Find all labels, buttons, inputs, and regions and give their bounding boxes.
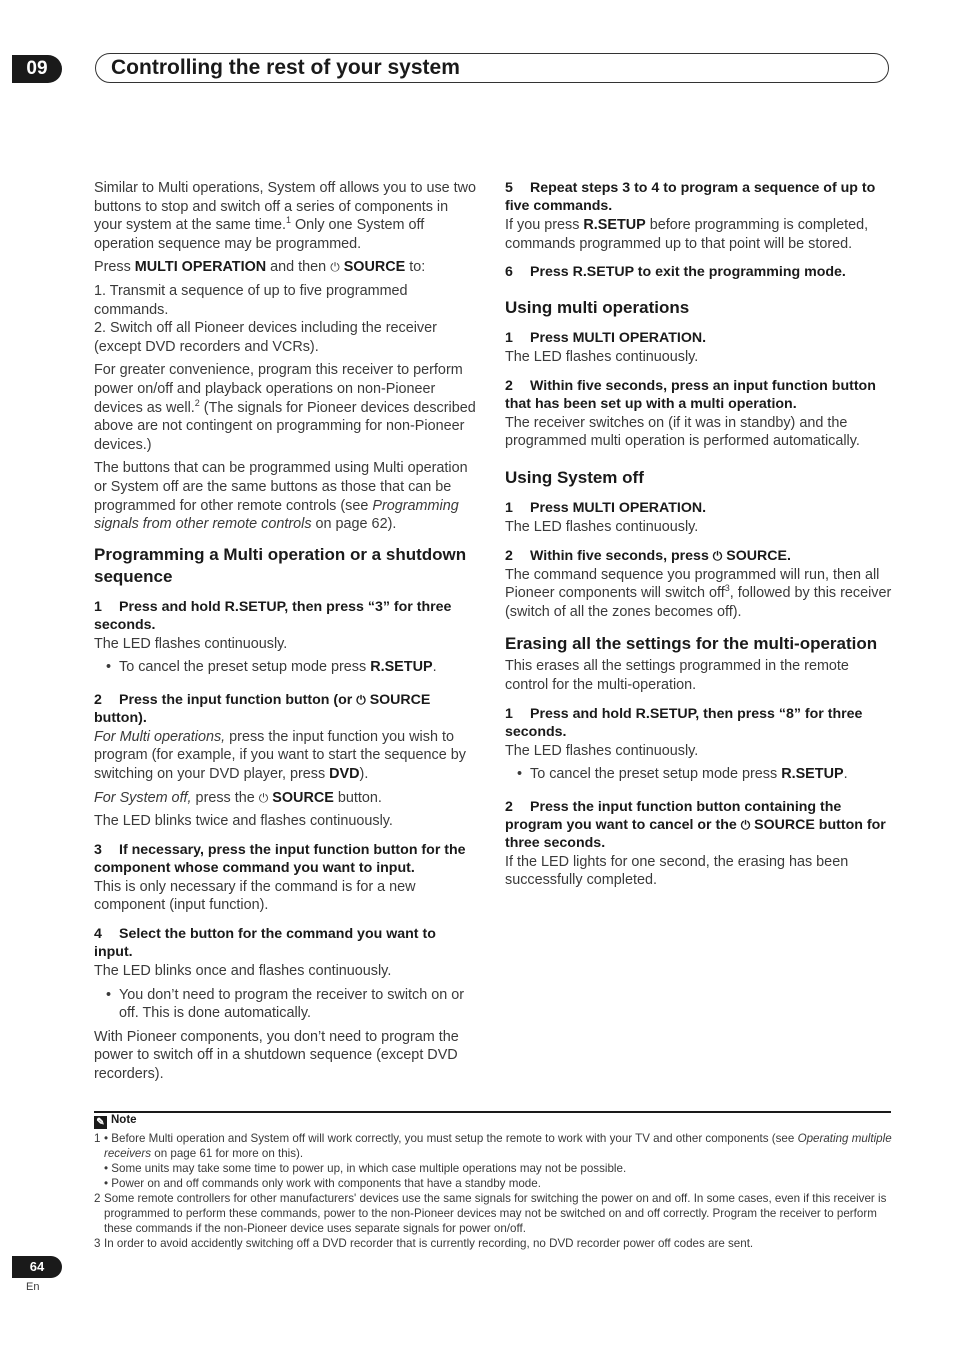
power-icon: ⏻ <box>356 692 366 707</box>
section-intro: This erases all the settings programmed in the remote control for the multi-operation. <box>505 658 849 693</box>
press-instruction: Press MULTI OPERATION and then ⏻ SOURCE to: <box>94 259 426 276</box>
footnote-1: 1 • Before Multi operation and System off will work correctly, you must setup the remote to work with your TV and other components (see Operating multiple receivers on page 61 for more on this). <box>94 1132 892 1160</box>
power-icon: ⏻ <box>712 548 723 563</box>
step-heading: 1 Press MULTI OPERATION. <box>505 330 707 347</box>
step-heading: 1 Press and hold R.SETUP, then press “8” for three seconds. <box>505 705 863 740</box>
list-item: 2. Switch off all Pioneer devices including the receiver (except DVD recorders and VCRs). <box>94 320 437 355</box>
step-heading: 2 Within five seconds, press ⏻ SOURCE. <box>505 547 791 564</box>
footnotes <box>94 1131 894 1251</box>
bullet-item: • To cancel the preset setup mode press R.SETUP. <box>94 658 478 677</box>
footnote-1-item: • Some units may take some time to power up, in which case multiple operations may not be possible. <box>104 1162 627 1175</box>
note-heading: ✎ Note <box>94 1114 137 1129</box>
bullet-item: • To cancel the preset setup mode press R.SETUP. <box>505 765 893 784</box>
step-heading: 1 Press MULTI OPERATION. <box>505 499 707 516</box>
power-icon: ⏻ <box>740 817 751 832</box>
footnote-ref-2[interactable]: 2 <box>194 397 200 408</box>
step-heading: 6 Press R.SETUP to exit the programming mode. <box>505 264 846 281</box>
left-column <box>94 179 478 1089</box>
section-heading-erase: Erasing all the settings for the multi-operation <box>505 634 878 654</box>
buttons-paragraph: The buttons that can be programmed using Multi operation or System off are the same buttons as those that can be programmed for other remote controls (see Programming signals from other remote controls on page 62). <box>94 460 468 533</box>
step-body: The LED blinks twice and flashes continuously. <box>94 813 393 830</box>
step-body: The command sequence you programmed will run, then all Pioneer components will switch off$^3$, followed by this receiver (switch of all the zones becomes off). <box>505 566 892 620</box>
step-body: The LED flashes continuously. <box>505 742 699 759</box>
footnote-3: 3 In order to avoid accidently switching off a DVD recorder that is currently recording, no DVD recorder power off codes are sent. <box>94 1237 754 1250</box>
step-heading: 2 Press the input function button (or ⏻ SOURCE button). <box>94 691 431 726</box>
step-body: For System off, press the ⏻ SOURCE button. <box>94 789 382 806</box>
note-icon: ✎ <box>94 1116 107 1129</box>
footnote-ref-3[interactable]: 3 <box>724 583 730 594</box>
step-body: If you press R.SETUP before programming is completed, commands programmed up to that point will be stored. <box>505 217 869 252</box>
list-item: 1. Transmit a sequence of up to five programmed commands. <box>94 282 408 318</box>
step-heading: 3 If necessary, press the input function button for the component whose command you want to input. <box>94 841 466 876</box>
cross-reference[interactable]: Programming signals from other remote controls <box>94 497 459 533</box>
section-heading-programming: Programming a Multi operation or a shutdown sequence <box>94 544 467 586</box>
step-body: If the LED lights for one second, the erasing has been successfully completed. <box>505 853 849 889</box>
footnote-1-item: • Power on and off commands only work with components that have a standby mode. <box>104 1177 541 1190</box>
page-number: 64 <box>12 1256 62 1278</box>
intro-paragraph: Similar to Multi operations, System off allows you to use two buttons to stop and switch off a series of components in your system at the same time.$^1$ Only one System off operation sequence may be programmed. <box>94 180 477 252</box>
power-icon: ⏻ <box>330 260 340 275</box>
bullet-item: • You don’t need to program the receiver to switch on or off. This is done automatically. <box>94 986 478 1023</box>
step-heading: 2 Press the input function button containing the program you want to cancel or the ⏻ SOURCE button for three seconds. <box>505 798 886 851</box>
language-code: En <box>26 1281 40 1293</box>
step-heading: 4 Select the button for the command you want to input. <box>94 926 436 961</box>
convenience-paragraph: For greater convenience, program this receiver to perform power on/off and playback operations on non-Pioneer devices as well.$^2$ (The signals for Pioneer devices described above are not contingent on programming for non-Pioneer devices.) <box>94 362 476 453</box>
step-body: The LED flashes continuously. <box>94 635 288 652</box>
step-body: For Multi operations, press the input function you wish to program (for example, if you want to start the sequence by switching on your DVD player, press DVD). <box>94 728 466 783</box>
step-body: The receiver switches on (if it was in standby) and the programmed multi operation is performed automatically. <box>505 414 860 450</box>
step-body: The LED flashes continuously. <box>505 518 699 535</box>
step-heading: 1 Press and hold R.SETUP, then press “3” for three seconds. <box>94 598 452 633</box>
right-column <box>505 179 893 895</box>
chapter-title: Controlling the rest of your system <box>111 56 460 79</box>
footnote-ref-1[interactable]: 1 <box>285 215 291 226</box>
step-body: This is only necessary if the command is for a new component (input function). <box>94 878 416 914</box>
footnote-2: 2 Some remote controllers for other manufacturers' devices use the same signals for switching the power on and off. In some cases, even if this receiver is programmed to perform these commands, power to the non-Pioneer devices may not be switched on and off correctly. Program the receiver to perform these commands if the non-Pioneer device uses separate signals for power on/off. <box>94 1192 887 1235</box>
step-body: The LED flashes continuously. <box>505 349 699 366</box>
step-heading: 2 Within five seconds, press an input function button that has been set up with a multi operation. <box>505 377 876 412</box>
section-heading-system-off: Using System off <box>505 467 644 487</box>
power-icon: ⏻ <box>258 790 269 805</box>
section-heading-multi: Using multi operations <box>505 298 690 318</box>
chapter-number: 09 <box>12 55 62 83</box>
closing-paragraph: With Pioneer components, you don’t need to program the power to switch off in a shutdown sequence (except DVD recorders). <box>94 1028 459 1082</box>
chapter-title-box <box>95 53 889 83</box>
note-divider <box>94 1111 891 1113</box>
step-body: The LED blinks once and flashes continuously. <box>94 963 392 980</box>
step-heading: 5 Repeat steps 3 to 4 to program a sequence of up to five commands. <box>505 180 876 214</box>
